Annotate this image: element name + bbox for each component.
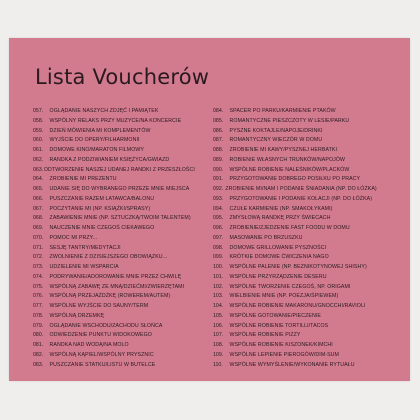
voucher-number: 093.: [213, 195, 224, 202]
page-title: Lista Voucherów: [35, 65, 210, 89]
voucher-text: POCZYTANIE MI (NP. KSIĄŻKI/SPRASY): [49, 205, 151, 212]
voucher-number: 110.: [213, 361, 223, 368]
voucher-text: WSPÓLNE WYMYŚLENIE/WYKONANIE RYTUAŁU: [229, 361, 355, 368]
voucher-item: [213, 253, 377, 263]
voucher-item: [213, 224, 377, 234]
voucher-item: [213, 146, 377, 156]
voucher-number: 076.: [33, 293, 44, 300]
voucher-item: [33, 107, 195, 117]
voucher-number: 104.: [213, 303, 224, 309]
voucher-item: [33, 244, 195, 254]
voucher-text: NAUCZENIE MNIE CZEGOŚ CIEKAWEGO: [49, 225, 155, 231]
voucher-number: 085.: [213, 117, 224, 124]
voucher-text: WSPÓLNĄ DRZEMKĘ: [49, 312, 105, 319]
voucher-text: ROMANTYCZNY WIECZÓR W DOMU: [229, 137, 323, 144]
voucher-number: 071.: [33, 244, 44, 251]
voucher-item: [213, 273, 377, 283]
voucher-item: [213, 117, 377, 127]
voucher-text: WIELBIENIE MNIE (NP. POEZJA/ŚPIEWEM): [229, 293, 339, 300]
voucher-number: 096.: [213, 225, 224, 231]
voucher-number: 090.: [213, 166, 224, 173]
voucher-number: 094.: [213, 205, 224, 212]
voucher-text: WSPÓLNY RELAKS PRZY MUZYCE/NA KONCERCIE: [49, 117, 182, 124]
voucher-number: 063.: [33, 166, 44, 173]
voucher-text: WSPÓLNĄ KĄPIEL/WSPÓLNY PRYSZNIC: [49, 351, 154, 358]
voucher-text: ZWOLNIENIE Z DZISIEJSZEGO OBOWIĄZKU...: [49, 254, 168, 261]
voucher-text: WSPÓLNE ROBIENIE TORTILLI/TACOS: [229, 322, 329, 329]
voucher-text: WYJŚCIE DO OPERY/FILHARMONII: [49, 137, 140, 144]
voucher-item: [213, 263, 377, 273]
voucher-number: 070.: [33, 234, 44, 241]
voucher-text: PYSZNE KOKTAJLE/NAPOJE/DRINKI: [229, 127, 323, 134]
voucher-number: 068.: [33, 215, 44, 222]
voucher-item: [33, 146, 195, 156]
voucher-number: 082.: [33, 351, 44, 358]
voucher-number: 057.: [33, 108, 44, 114]
voucher-item: [33, 127, 195, 137]
voucher-text: WSPÓLNE ROBIENIE NALEŚNIKÓW/PLACKÓW: [229, 166, 350, 173]
voucher-text: ROBIENIE WŁASNYCH TRUNKÓW/NAPOJÓW: [229, 156, 346, 163]
voucher-item: [33, 185, 195, 195]
voucher-text: DOMOWE GRILLOWANIE PYSZNOŚCI: [229, 244, 327, 251]
voucher-text: ZROBIENIE MI PREZENTU: [49, 176, 117, 183]
voucher-number: 101.: [213, 273, 224, 280]
voucher-text: WSPÓLNE TWORZENIE CZEGOŚ, NP. ORIGAMI: [229, 283, 351, 290]
voucher-text: WSPÓLNE ROBIENIE PIZZY: [229, 332, 301, 339]
voucher-number: 095.: [213, 215, 224, 222]
voucher-text: KRÓTKIE DOMOWE ĆWICZENIA NAGO: [229, 254, 329, 261]
voucher-text: ZABAWIENIE MNIE (NP. SZTUCZKĄ/TWOIM TALENTEM): [49, 215, 191, 222]
voucher-number: 072.: [33, 254, 44, 261]
voucher-number: 083.: [33, 361, 44, 368]
voucher-item: [213, 312, 377, 322]
voucher-number: 088.: [213, 147, 224, 153]
voucher-item: [33, 341, 195, 351]
voucher-number: 067.: [33, 205, 44, 212]
voucher-item: [213, 361, 377, 371]
voucher-text: DOMOWE KINO/MARATON FILMOWY: [49, 147, 145, 153]
voucher-item: [33, 156, 195, 166]
voucher-item: [33, 351, 195, 361]
voucher-number: 059.: [33, 127, 44, 134]
voucher-text: DZIEŃ MÓWIENIA MI KOMPLEMENTÓW: [49, 127, 151, 134]
voucher-item: [213, 156, 377, 166]
voucher-item: [33, 361, 195, 371]
voucher-text: ODWIEDZENIE PUNKTU WIDOKOWEGO: [49, 332, 152, 339]
voucher-text: ZROBIENIE MI KAWY/PYSZNEJ HERBATKI: [229, 147, 338, 153]
voucher-number: 103.: [213, 293, 224, 300]
voucher-item: [213, 322, 377, 332]
voucher-number: 092.: [213, 186, 224, 192]
voucher-text: WSPÓLNE ROBIENIE MAKARONU/GNOCCHI/RAVIOLI: [229, 303, 366, 309]
voucher-number: 066.: [33, 195, 44, 202]
voucher-item: [33, 253, 195, 263]
voucher-item: [213, 351, 377, 361]
voucher-list-right: [213, 107, 391, 370]
voucher-text: PUSZCZANIE STATKU/LISTU W BUTELCE: [49, 361, 156, 368]
voucher-number: 058.: [33, 117, 44, 124]
voucher-item: [213, 136, 377, 146]
voucher-item: [33, 175, 195, 185]
voucher-item: [33, 136, 195, 146]
voucher-number: 108.: [213, 342, 224, 348]
voucher-item: [213, 166, 377, 176]
voucher-item: [213, 195, 377, 205]
voucher-number: 084.: [213, 108, 224, 114]
voucher-list-left: [33, 107, 209, 370]
voucher-text: SPACER PO PARKU/KARMIENIE PTAKÓW: [229, 108, 336, 114]
voucher-text: MASOWANIE PO BRZUSZKU: [229, 234, 303, 241]
voucher-number: 100.: [213, 264, 224, 270]
voucher-number: 097.: [213, 234, 224, 241]
voucher-text: ZROBIENIE/ZJEDZENIE FAST FOODU W DOMU: [229, 225, 350, 231]
voucher-text: WSPÓLNE GOTOWANIE/PIECZENIE: [229, 312, 322, 319]
voucher-item: [213, 341, 377, 351]
voucher-number: 102.: [213, 283, 224, 290]
voucher-text: PUSZCZANIE RAZEM LATAWCA/BALONU: [49, 195, 155, 202]
voucher-item: [213, 302, 377, 312]
voucher-item: [213, 214, 377, 224]
voucher-text: WSPÓLNE ROBIENIE KISZONEK/KIMCHI: [229, 342, 333, 348]
voucher-text: WSPÓLNĄ PRZEJAŻDŻKĘ (ROWEREM/AUTEM): [49, 293, 171, 300]
voucher-number: 086.: [213, 127, 224, 134]
voucher-item: [33, 283, 195, 293]
voucher-number: 107.: [213, 332, 224, 339]
voucher-number: 078.: [33, 312, 44, 319]
voucher-item: [33, 312, 195, 322]
voucher-text: RANDKA NAD WODĄ/NA MOLO: [49, 342, 129, 348]
voucher-list-page: [9, 38, 410, 381]
voucher-item: [33, 331, 195, 341]
voucher-number: 098.: [213, 244, 224, 251]
voucher-text: PODRYWANIE/ADOROWANIE MNIE PRZEZ CHWILĘ: [49, 273, 182, 280]
voucher-number: 080.: [33, 332, 44, 339]
voucher-item: [213, 107, 377, 117]
voucher-item: [33, 224, 195, 234]
voucher-text: UDANIE SIĘ DO WYBRANEGO PRZEZE MNIE MIEJSCA: [49, 186, 190, 192]
voucher-item: [33, 302, 195, 312]
voucher-text: SESJĘ TANTRY/MEDYTACJI: [49, 244, 121, 251]
voucher-item: [213, 127, 377, 137]
voucher-text: WSPÓLNE LEPIENIE PIEROGÓW/DIM-SUM: [229, 351, 340, 358]
voucher-text: ZROBIENIE MI/NAM I PODANIE ŚNIADANIA (NP. DO ŁÓŻKA): [225, 186, 377, 192]
voucher-text: OGLĄDANIE WSCHODU/ZACHODU SŁOŃCA: [49, 322, 163, 329]
voucher-item: [33, 322, 195, 332]
voucher-item: [33, 166, 195, 176]
voucher-number: 106.: [213, 322, 224, 329]
voucher-item: [213, 185, 377, 195]
voucher-text: UDZIELENIE MI WSPARCIA: [49, 264, 119, 270]
voucher-number: 060.: [33, 137, 44, 144]
voucher-text: OGLĄDANIE NASZYCH ZDJĘĆ I PAMIĄTEK: [49, 108, 159, 114]
voucher-item: [33, 195, 195, 205]
voucher-number: 105.: [213, 312, 224, 319]
voucher-text: WSPÓLNE PRZYRZĄDZENIE DESERU: [229, 273, 327, 280]
voucher-item: [213, 331, 377, 341]
voucher-item: [33, 263, 195, 273]
voucher-number: 069.: [33, 225, 44, 231]
voucher-text: PRZYGOTOWANIE DOBREGO POSIŁKU PO PRACY: [229, 176, 361, 183]
voucher-number: 077.: [33, 303, 44, 309]
voucher-number: 064.: [33, 176, 44, 183]
voucher-number: 079.: [33, 322, 44, 329]
voucher-text: PRZYGOTOWANIE I PODANIE KOLACJI (NP. DO ŁÓŻKA): [229, 195, 373, 202]
voucher-text: WSPÓLNĄ ZABAWĘ ZE MNĄ/DZIEĆMI/ZWIERZĘTAMI: [49, 283, 185, 290]
voucher-item: [213, 234, 377, 244]
voucher-text: RANDKA Z PODZIWIANIEM KSIĘŻYCA/GWIAZD: [49, 156, 170, 163]
voucher-number: 109.: [213, 351, 224, 358]
voucher-number: 089.: [213, 156, 224, 163]
voucher-number: 099.: [213, 254, 224, 261]
voucher-number: 062.: [33, 156, 44, 163]
voucher-item: [213, 205, 377, 215]
voucher-number: 081.: [33, 342, 44, 348]
voucher-item: [33, 117, 195, 127]
voucher-number: 087.: [213, 137, 224, 144]
voucher-text: ODTWORZENIE NASZEJ UDANEJ RANDKI Z PRZESZŁOŚCI: [43, 166, 195, 173]
voucher-item: [213, 292, 377, 302]
voucher-text: WSPÓLNE WYJŚCIE DO SAUNY/TERM: [49, 303, 149, 309]
voucher-text: POMOC MI PRZY...: [49, 234, 98, 241]
voucher-item: [33, 214, 195, 224]
voucher-number: 065.: [33, 186, 44, 192]
voucher-item: [213, 283, 377, 293]
voucher-item: [213, 244, 377, 254]
voucher-item: [213, 175, 377, 185]
voucher-item: [33, 205, 195, 215]
voucher-number: 075.: [33, 283, 44, 290]
voucher-item: [33, 234, 195, 244]
voucher-text: CZUŁE KARMIENIE (NP. SMAKOŁYKAMI): [229, 205, 333, 212]
voucher-number: 073.: [33, 264, 44, 270]
voucher-item: [33, 292, 195, 302]
voucher-number: 074.: [33, 273, 44, 280]
voucher-text: ROMANTYCZNE PIESZCZOTY W LESIE/PARKU: [229, 117, 350, 124]
voucher-number: 061.: [33, 147, 44, 153]
voucher-item: [33, 273, 195, 283]
voucher-text: ZMYSŁOWĄ RANDKĘ PRZY ŚWIECACH: [229, 215, 331, 222]
voucher-text: WSPÓLNE PALENIE (NP. BEZNIKOTYNOWEJ SHISHY): [229, 264, 367, 270]
voucher-number: 091.: [213, 176, 224, 183]
